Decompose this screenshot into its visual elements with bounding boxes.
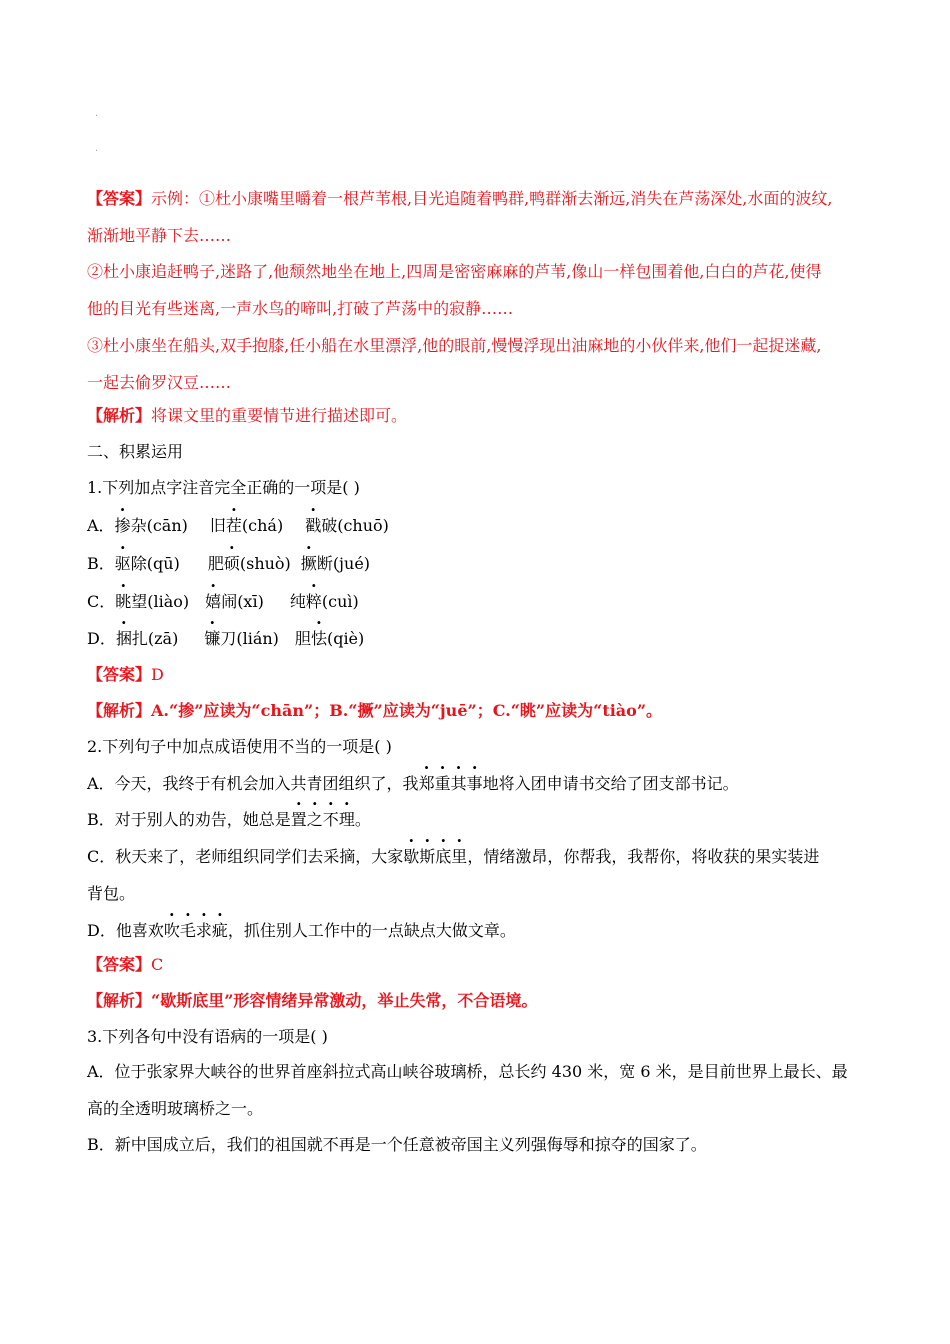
answer-label: 【答案】 xyxy=(87,189,152,208)
emph-char: 置 xyxy=(290,810,307,829)
option-text: ，抓住别人工作中的一点缺点大做文章。 xyxy=(227,921,516,940)
q1-stem: 1.下列加点字注音完全正确的一项是( ) xyxy=(87,478,360,497)
answer-label: 【答案】 xyxy=(87,955,152,974)
option-word: (cuì) xyxy=(321,592,359,611)
emph-char: 毛 xyxy=(179,921,196,940)
emph-char: 驱 xyxy=(114,554,131,573)
option-text: A．今天，我终于有机会加入共青团组织了，我 xyxy=(87,774,419,793)
emph-char: 底 xyxy=(435,847,452,866)
answer1-line5: ③杜小康坐在船头,双手抱膝,任小船在水里漂浮,他的眼前,慢慢浮现出油麻地的小伙伴来,他们一起捉迷藏, xyxy=(87,336,822,355)
emph-char: 里 xyxy=(451,847,468,866)
emph-char: 歇 xyxy=(403,847,420,866)
emph-char: 不 xyxy=(322,810,339,829)
section-heading: 二、积累运用 xyxy=(87,442,184,461)
answer1-text-1: 示例：①杜小康嘴里嚼着一根芦苇根,目光追随着鸭群,鸭群渐去渐远,消失在芦荡深处,水面的波纹, xyxy=(151,189,833,208)
q2-analysis xyxy=(87,991,537,1011)
answer1-line3: ②杜小康追赶鸭子,迷路了,他颓然地坐在地上,四周是密密麻麻的芦苇,像山一样包围着他,白白的芦花,使得 xyxy=(87,262,822,281)
top-mark-2: . xyxy=(95,143,99,154)
q1-answer xyxy=(87,665,164,685)
q3-option-a-line2: 高的全透明玻璃桥之一。 xyxy=(87,1099,264,1118)
option-word: 除(qū) xyxy=(130,554,180,573)
option-text: C．秋天来了，老师组织同学们去采摘，大家 xyxy=(87,847,404,866)
emph-char: 之 xyxy=(306,810,323,829)
q2-option-d xyxy=(87,921,516,941)
analysis-label: 【解析】 xyxy=(87,406,152,425)
q2-option-b xyxy=(87,810,371,830)
emph-char: 撅 xyxy=(300,554,317,573)
option-word: 闹(xī) xyxy=(221,592,264,611)
answer1-line4: 他的目光有些迷离,一声水鸟的啼叫,打破了芦荡中的寂静…… xyxy=(87,299,514,318)
option-word: 破(chuō) xyxy=(321,516,389,535)
emph-char: 怯 xyxy=(310,629,327,648)
emph-char: 斯 xyxy=(419,847,436,866)
emph-char: 其 xyxy=(450,774,467,793)
q2-option-c-cont: 背包。 xyxy=(87,884,136,903)
option-word: (shuò) xyxy=(239,554,291,573)
option-label: C． xyxy=(87,592,116,611)
q2-option-a xyxy=(87,774,739,794)
option-word: 纯 xyxy=(289,592,306,611)
emph-char: 硕 xyxy=(223,554,240,573)
option-text: B．对于别人的劝告，她总是 xyxy=(87,810,291,829)
option-word: (qiè) xyxy=(326,629,365,648)
option-label: D． xyxy=(87,629,116,648)
q3-stem: 3.下列各句中没有语病的一项是( ) xyxy=(87,1027,328,1046)
q2-stem: 2.下列句子中加点成语使用不当的一项是( ) xyxy=(87,737,392,756)
emph-char: 粹 xyxy=(305,592,322,611)
option-label: A． xyxy=(87,516,115,535)
option-text: 。 xyxy=(354,810,371,829)
emph-char: 吹 xyxy=(163,921,180,940)
option-word: 望(liào) xyxy=(131,592,190,611)
q1-analysis xyxy=(87,701,662,721)
option-word: (chá) xyxy=(241,516,284,535)
analysis-label: 【解析】 xyxy=(87,701,152,720)
answer1-line6: 一起去偷罗汉豆…… xyxy=(87,373,232,392)
answer-label: 【答案】 xyxy=(87,665,152,684)
q1-option-c xyxy=(87,592,359,612)
option-word: 杂(cān) xyxy=(130,516,188,535)
emph-char: 眺 xyxy=(115,592,132,611)
analysis-label: 【解析】 xyxy=(87,991,152,1010)
analysis-text: A.“掺”应读为“chān”；B.“撅”应读为“juē”；C.“眺”应读为“tiào”。 xyxy=(151,701,663,720)
answer1-line1 xyxy=(87,189,832,209)
option-word: 肥 xyxy=(207,554,224,573)
emph-char: 捆 xyxy=(115,629,132,648)
option-word: 胆 xyxy=(294,629,311,648)
option-label: B． xyxy=(87,554,115,573)
emph-char: 嬉 xyxy=(205,592,222,611)
q2-answer xyxy=(87,955,163,975)
q1-option-b xyxy=(87,554,370,574)
analysis1-line xyxy=(87,406,407,426)
emph-char: 戳 xyxy=(305,516,322,535)
option-word: 断(jué) xyxy=(316,554,371,573)
emph-char: 事 xyxy=(466,774,483,793)
q3-option-a-line1: A．位于张家界大峡谷的世界首座斜拉式高山峡谷玻璃桥，总长约 430 米，宽 6 米，是目前世界上最长、最 xyxy=(87,1062,848,1081)
option-word: 扎(zā) xyxy=(131,629,179,648)
q1-option-a xyxy=(87,516,389,536)
analysis1-text: 将课文里的重要情节进行描述即可。 xyxy=(151,406,408,425)
top-mark-1: . xyxy=(95,108,99,119)
emph-char: 重 xyxy=(434,774,451,793)
emph-char: 求 xyxy=(195,921,212,940)
q3-option-b: B．新中国成立后，我们的祖国就不再是一个任意被帝国主义列强侮辱和掠夺的国家了。 xyxy=(87,1135,707,1154)
option-text: ，情绪激昂，你帮我，我帮你，将收获的果实装进 xyxy=(467,847,820,866)
emph-char: 疵 xyxy=(211,921,228,940)
answer-text: D xyxy=(151,665,164,684)
emph-char: 郑 xyxy=(418,774,435,793)
answer1-line2: 渐渐地平静下去…… xyxy=(87,226,232,245)
option-text: 地将入团申请书交给了团支部书记。 xyxy=(482,774,739,793)
analysis-text: “歇斯底里”形容情绪异常激动，举止失常，不合语境。 xyxy=(151,991,538,1010)
emph-char: 镰 xyxy=(204,629,221,648)
q2-option-c xyxy=(87,847,819,867)
emph-char: 理 xyxy=(338,810,355,829)
option-text: D．他喜欢 xyxy=(87,921,164,940)
q1-option-d xyxy=(87,629,364,649)
option-word: 刀(lián) xyxy=(220,629,279,648)
option-word: 旧 xyxy=(209,516,226,535)
answer-text: C xyxy=(151,955,164,974)
emph-char: 茬 xyxy=(225,516,242,535)
emph-char: 掺 xyxy=(114,516,131,535)
